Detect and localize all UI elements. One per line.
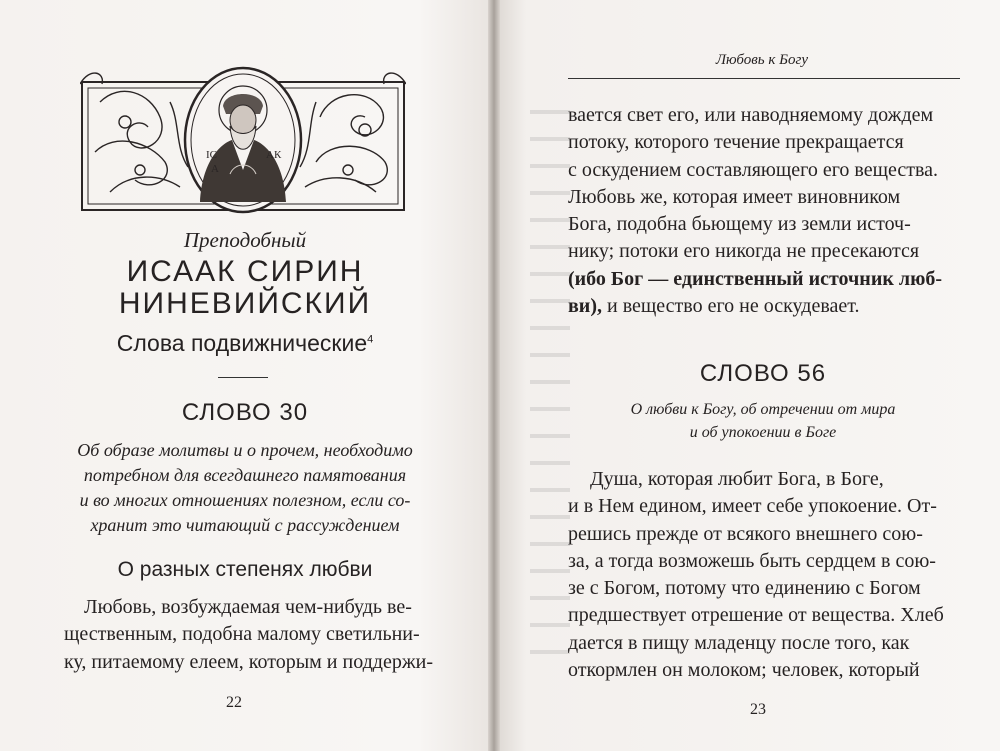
sermon-56-subtitle: [568, 398, 958, 444]
body-line: предшествует отрешение от вещества. Хлеб: [568, 604, 944, 627]
saint-icon-ornament: [80, 62, 406, 214]
right-body-text-bottom: [568, 466, 958, 684]
subtitle-line: потребном для всегдашнего памятования: [83, 465, 407, 485]
saint-name-line2: НИНЕВИЙСКИЙ: [118, 287, 372, 320]
body-line: дается в пищу младенцу после того, как: [568, 631, 910, 654]
footnote-marker: 4: [367, 333, 374, 346]
body-line: Душа, которая любит Бога, в Боге,: [590, 468, 884, 490]
body-line: Любовь же, которая имеет виновником: [568, 185, 901, 208]
saint-name-line1: ИСААК СИРИН: [126, 255, 364, 288]
body-line: щественным, подобна малому светильни-: [64, 623, 420, 646]
show-through-text: [530, 100, 570, 660]
header-rule: [568, 78, 960, 79]
work-title-text: Слова подвижнические: [116, 330, 368, 356]
body-line: и в Нем едином, имеет себе упокоение. От-: [568, 495, 937, 518]
icon-inscription-right: АК: [266, 149, 282, 161]
body-line-end: и вещество его не оскудевает.: [601, 295, 860, 318]
body-line: зе с Богом, потому что единению с Богом: [568, 577, 921, 600]
page-number-right: 23: [750, 701, 766, 718]
body-line: Любовь, возбуждаемая чем-нибудь ве-: [84, 596, 412, 618]
bold-tail: ви),: [568, 295, 602, 318]
sermon-30-title: СЛОВО 30: [181, 399, 309, 426]
body-line: нику; потоки его никогда не пресекаются: [568, 240, 920, 263]
book-gutter: [488, 0, 500, 751]
title-divider: [218, 377, 268, 378]
ornament-illustration: [80, 62, 406, 214]
body-line: ку, питаемому елеем, которым и поддержи-: [64, 650, 434, 673]
body-line: с оскудением составляющего его вещества.: [568, 158, 939, 181]
sermon-30-subtitle: [62, 438, 428, 538]
left-page: [0, 0, 492, 751]
left-body-text: [64, 594, 436, 676]
subtitle-line: хранит это читающий с рассуждением: [90, 515, 400, 535]
bold-line: (ибо Бог — единственный источник люб-: [568, 267, 943, 290]
subtitle-line: О любви к Богу, об отречении от мира: [630, 401, 896, 418]
body-line: за, а тогда возможешь быть сердцем в сою-: [568, 549, 936, 572]
page-number-left: 22: [226, 694, 242, 711]
icon-inscription-left2: А: [211, 163, 219, 175]
body-line: решись прежде от всякого внешнего сою-: [568, 522, 923, 545]
body-line: Бога, подобна бьющему из земли источ-: [568, 213, 911, 236]
right-body-text-top: [568, 102, 958, 320]
subtitle-line: и во многих отношениях полезном, если со-: [79, 490, 411, 510]
saint-name: [60, 256, 430, 320]
body-line: откормлен он молоком; человек, который: [568, 659, 920, 682]
sermon-56-title: СЛОВО 56: [699, 360, 827, 387]
body-line: потоку, которого течение прекращается: [568, 131, 904, 154]
body-line: вается свет его, или наводняемому дождем: [568, 104, 934, 126]
venerable-label: Преподобный: [183, 228, 307, 252]
section-heading: О разных степенях любви: [117, 558, 373, 581]
work-title: [60, 330, 430, 357]
icon-inscription-left: ІС: [206, 149, 217, 161]
running-header: Любовь к Богу: [715, 52, 808, 68]
subtitle-line: и об упокоении в Боге: [689, 424, 837, 441]
subtitle-line: Об образе молитвы и о прочем, необходимо: [77, 440, 413, 460]
